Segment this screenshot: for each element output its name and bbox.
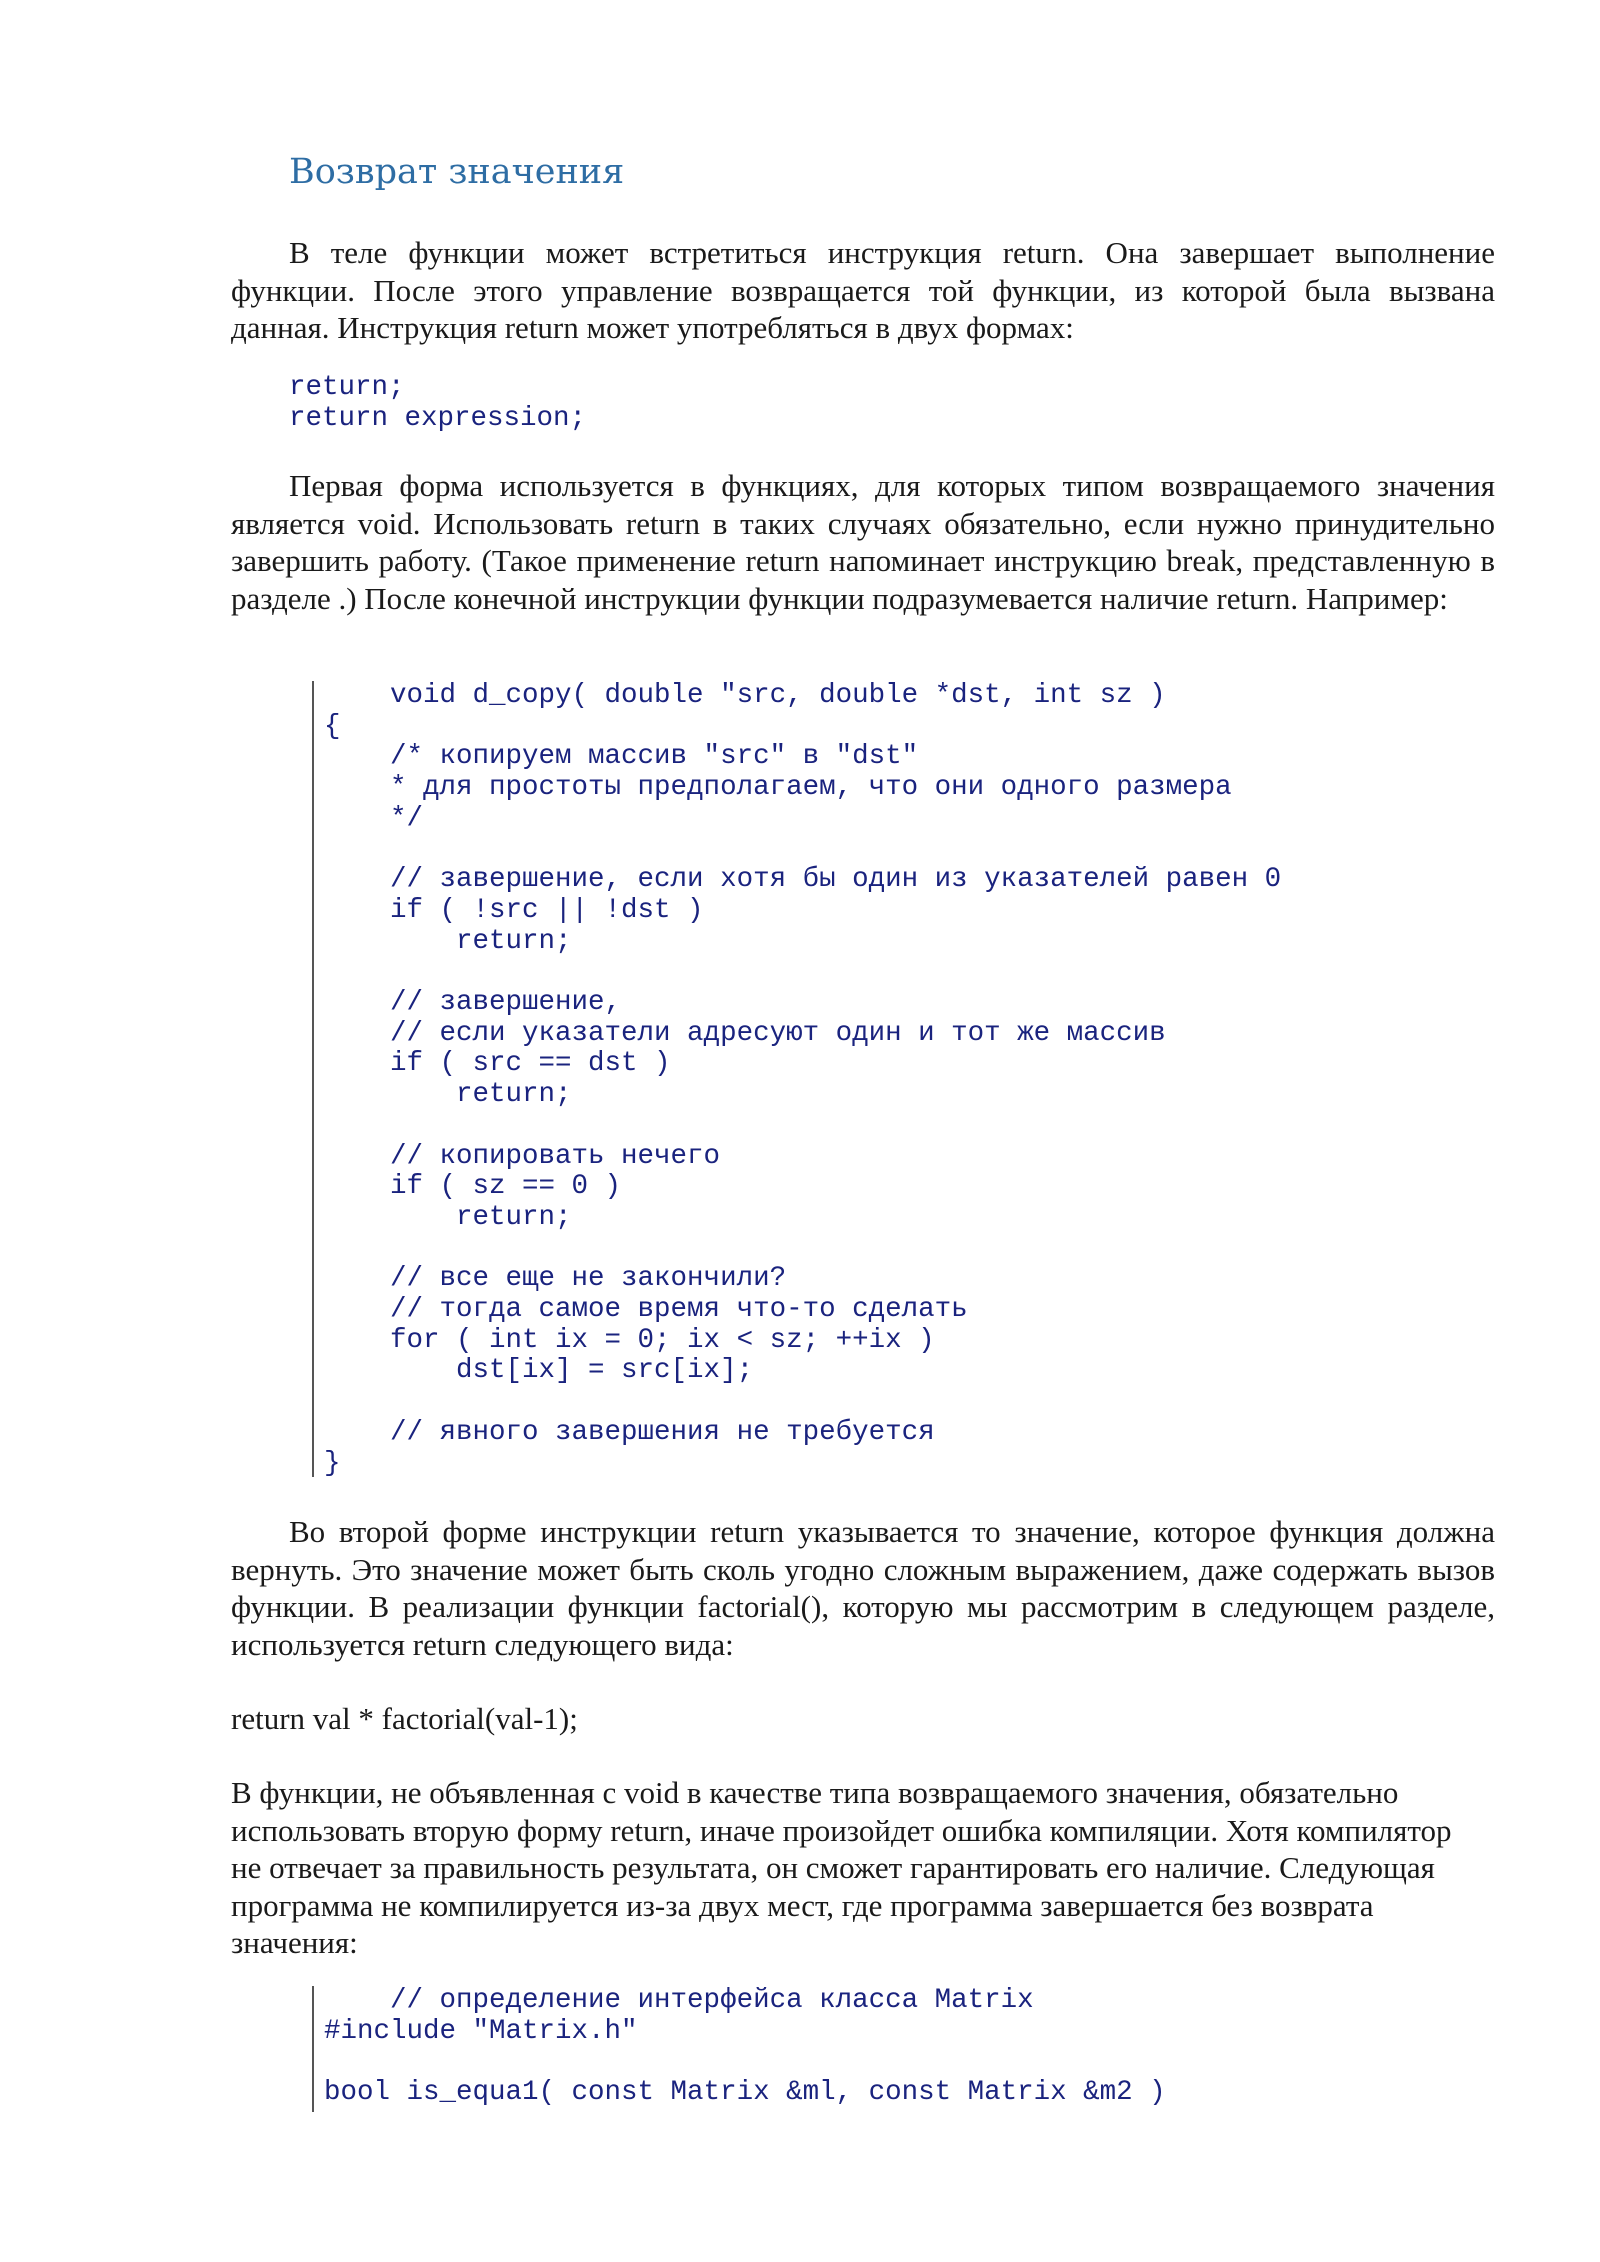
paragraph-return-example: return val * factorial(val-1); <box>231 1701 578 1736</box>
code-block-matrix <box>312 1986 1166 2112</box>
paragraph-compile-error: В функции, не объявленная с void в качестве типа возвращаемого значения, обязательно использовать вторую форму return, иначе произойдет ошибка компиляции. Хотя компилятор не отвечает за правильность результата, он сможет гарантировать его наличие. Следующая программа не компилируется из-за двух мест, где программа завершается без возврата значения: <box>231 1775 1452 1960</box>
code-matrix: // определение интерфейса класса Matrix #include "Matrix.h" bool is_equa1( const Matrix &ml, const Matrix &m2 ) <box>324 1985 1166 2109</box>
code-block-d-copy <box>312 681 1281 1477</box>
paragraph-second-form: Во второй форме инструкции return указывается то значение, которое функция должна вернуть. Это значение может быть сколь угодно сложным выражением, даже содержать вызов функции. В реализации функции factorial(), которую мы рассмотрим в следующем разделе, используется return следующего вида: <box>231 1514 1495 1662</box>
paragraph-void-form: Первая форма используется в функциях, для которых типом возвращаемого значения является void. Использовать return в таких случаях обязательно, если нужно принудительно завершить работу. (Такое применение return напоминает инструкцию break, представленную в разделе .) После конечной инструкции функции подразумевается наличие return. Например: <box>231 468 1495 616</box>
section-heading: Возврат значения <box>289 152 625 192</box>
code-return-forms: return; return expression; <box>289 372 587 434</box>
code-d-copy: void d_copy( double "src, double *dst, int sz ) { /* копируем массив "src" в "dst" * для простоты предполагаем, что они одного размера */ // завершение, если хотя бы один из указателей равен 0 if ( !src || !dst ) return; // завершение, // если указатели адресуют один и тот же массив if ( src == dst ) return; // копировать нечего if ( sz == 0 ) return; // все еще не закончили? // тогда самое время что-то сделать for ( int ix = 0; ix < sz; ++ix ) dst[ix] = src[ix]; // явного завершения не требуется } <box>324 680 1282 1479</box>
paragraph-return-intro: В теле функции может встретиться инструкция return. Она завершает выполнение функции. После этого управление возвращается той функции, из которой была вызвана данная. Инструкция return может употребляться в двух формах: <box>231 235 1495 345</box>
